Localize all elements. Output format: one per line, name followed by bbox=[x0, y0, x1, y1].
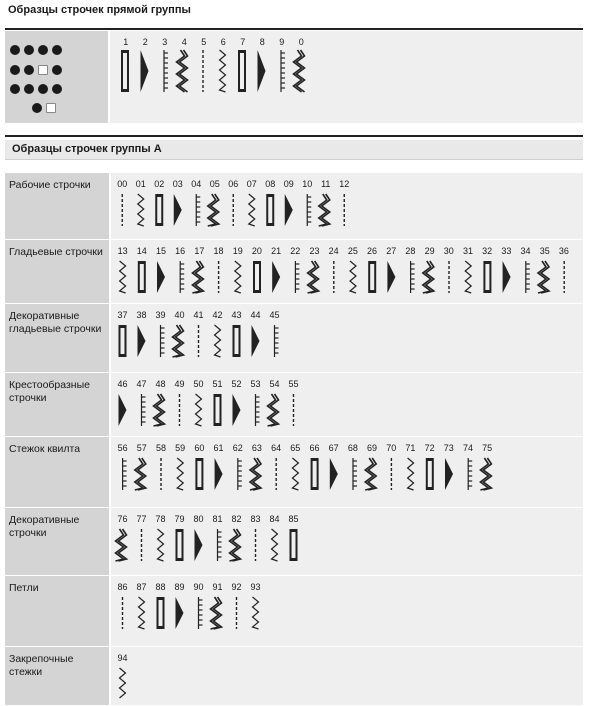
foot-icon bbox=[38, 65, 48, 75]
stitch-samples bbox=[113, 392, 303, 428]
stitch-number: 51 bbox=[212, 379, 223, 389]
stitch-samples bbox=[113, 192, 354, 228]
row-label-cell bbox=[5, 173, 109, 239]
stitch-number: 83 bbox=[250, 514, 261, 524]
stitch-sample-icon bbox=[235, 261, 241, 293]
row-label: Крестообразные строчки bbox=[9, 379, 90, 404]
row-stitches bbox=[111, 173, 583, 239]
stitch-sample-icon bbox=[180, 261, 184, 293]
stitch-number-list bbox=[113, 514, 303, 524]
stitch-number: 69 bbox=[367, 443, 378, 453]
row-label-cell bbox=[5, 373, 109, 436]
stitch-number: 10 bbox=[302, 179, 313, 189]
stitch-number-list bbox=[116, 37, 311, 47]
row-label: Стежок квилта bbox=[9, 443, 81, 455]
stitch-row bbox=[5, 173, 583, 240]
stitch-number: 93 bbox=[250, 582, 261, 592]
stitch-sample-icon bbox=[266, 194, 274, 226]
row-label-cell bbox=[5, 576, 109, 646]
foot-icon bbox=[52, 84, 62, 94]
stitch-sample-icon bbox=[157, 597, 165, 629]
stitch-sample-icon bbox=[177, 50, 188, 92]
stitch-sample-icon bbox=[252, 325, 260, 357]
stitch-sample-icon bbox=[138, 261, 146, 293]
stitch-number: 53 bbox=[250, 379, 261, 389]
stitch-number-list bbox=[113, 246, 574, 256]
stitch-sample-icon bbox=[120, 668, 126, 698]
stitch-sample-icon bbox=[480, 458, 491, 490]
stitch-sample-icon bbox=[445, 458, 453, 490]
stitch-sample-icon bbox=[268, 394, 279, 426]
stitch-sample-icon bbox=[423, 261, 434, 293]
straight-group-stitches bbox=[110, 31, 583, 123]
stitch-number: 73 bbox=[443, 443, 454, 453]
stitch-number: 46 bbox=[117, 379, 128, 389]
stitch-sample-icon bbox=[173, 325, 184, 357]
stitch-number: 4 bbox=[181, 37, 187, 47]
stitch-number: 13 bbox=[117, 246, 128, 256]
stitch-number-list bbox=[113, 310, 284, 320]
section1-rule bbox=[5, 28, 583, 30]
stitch-sample-icon bbox=[176, 597, 184, 629]
stitch-number: 37 bbox=[117, 310, 128, 320]
stitch-number: 94 bbox=[117, 653, 128, 663]
stitch-number: 20 bbox=[251, 246, 262, 256]
row-stitches bbox=[111, 508, 583, 575]
stitch-number: 26 bbox=[367, 246, 378, 256]
stitch-sample-icon bbox=[176, 529, 184, 561]
stitch-number: 09 bbox=[283, 179, 294, 189]
stitch-number: 68 bbox=[347, 443, 358, 453]
stitch-sample-icon bbox=[177, 458, 183, 490]
stitch-row bbox=[5, 647, 583, 706]
stitch-sample-icon bbox=[220, 50, 226, 92]
stitch-sample-icon bbox=[238, 458, 242, 490]
row-label-cell bbox=[5, 647, 109, 705]
stitch-number: 47 bbox=[136, 379, 147, 389]
stitch-sample-icon bbox=[503, 261, 511, 293]
stitch-sample-icon bbox=[196, 394, 202, 426]
stitch-sample-icon bbox=[365, 458, 376, 490]
stitch-number: 75 bbox=[482, 443, 493, 453]
row-stitches bbox=[111, 240, 583, 303]
row-label: Декоративные гладьевые строчки bbox=[9, 310, 102, 335]
stitch-number: 71 bbox=[405, 443, 416, 453]
foot-icon bbox=[10, 84, 20, 94]
stitch-samples bbox=[113, 666, 132, 700]
stitch-number: 23 bbox=[309, 246, 320, 256]
row-label-cell bbox=[5, 304, 109, 372]
stitch-number: 91 bbox=[212, 582, 223, 592]
stitch-sample-icon bbox=[233, 325, 241, 357]
stitch-number: 17 bbox=[194, 246, 205, 256]
stitch-sample-icon bbox=[526, 261, 530, 293]
foot-icon bbox=[10, 45, 20, 55]
stitch-number-list bbox=[113, 443, 497, 453]
stitch-number: 1 bbox=[123, 37, 129, 47]
stitch-samples bbox=[113, 595, 265, 631]
stitch-sample-icon bbox=[411, 261, 415, 293]
stitch-number: 34 bbox=[520, 246, 531, 256]
stitch-number: 12 bbox=[339, 179, 350, 189]
stitch-sample-icon bbox=[161, 325, 165, 357]
foot-icon bbox=[10, 65, 20, 75]
row-label: Рабочие строчки bbox=[9, 179, 91, 191]
section2-rule bbox=[5, 135, 583, 137]
stitch-number: 49 bbox=[174, 379, 185, 389]
stitch-sample-icon bbox=[119, 394, 127, 426]
stitch-row bbox=[5, 373, 583, 437]
stitch-sample-icon bbox=[116, 529, 127, 561]
stitch-sample-icon bbox=[272, 529, 278, 561]
stitch-number: 84 bbox=[269, 514, 280, 524]
stitch-sample-icon bbox=[238, 50, 246, 92]
stitch-number: 57 bbox=[136, 443, 147, 453]
stitch-number: 82 bbox=[231, 514, 242, 524]
foot-icon bbox=[24, 84, 34, 94]
stitch-sample-icon bbox=[195, 529, 203, 561]
stitch-number: 0 bbox=[298, 37, 304, 47]
stitch-number: 41 bbox=[193, 310, 204, 320]
stitch-sample-icon bbox=[218, 529, 222, 561]
stitch-sample-icon bbox=[214, 394, 222, 426]
stitch-samples bbox=[113, 259, 574, 295]
stitch-sample-icon bbox=[275, 325, 279, 357]
stitch-sample-icon bbox=[249, 194, 255, 226]
stitch-sample-icon bbox=[199, 597, 203, 629]
row-label: Закрепочные стежки bbox=[9, 653, 74, 678]
stitch-sample-icon bbox=[123, 458, 127, 490]
stitch-number: 29 bbox=[424, 246, 435, 256]
stitch-sample-icon bbox=[142, 394, 146, 426]
presser-foot-icon-legend bbox=[5, 31, 108, 123]
stitch-sample-icon bbox=[196, 194, 200, 226]
stitch-number: 44 bbox=[250, 310, 261, 320]
stitch-number: 7 bbox=[240, 37, 246, 47]
stitch-sample-icon bbox=[253, 261, 261, 293]
stitch-number: 90 bbox=[193, 582, 204, 592]
stitch-number: 01 bbox=[135, 179, 146, 189]
stitch-number: 02 bbox=[154, 179, 165, 189]
stitch-sample-icon bbox=[368, 261, 376, 293]
stitch-row bbox=[5, 508, 583, 576]
stitch-number: 74 bbox=[462, 443, 473, 453]
stitch-sample-icon bbox=[285, 194, 293, 226]
stitch-number: 78 bbox=[155, 514, 166, 524]
stitch-number: 60 bbox=[194, 443, 205, 453]
foot-icon bbox=[52, 45, 62, 55]
stitch-number: 36 bbox=[558, 246, 569, 256]
foot-icon bbox=[38, 84, 48, 94]
stitch-number: 85 bbox=[288, 514, 299, 524]
stitch-sample-icon bbox=[141, 50, 149, 92]
stitch-number: 27 bbox=[386, 246, 397, 256]
foot-icon bbox=[24, 45, 34, 55]
stitch-number: 55 bbox=[288, 379, 299, 389]
stitch-number: 16 bbox=[175, 246, 186, 256]
stitch-sample-icon bbox=[538, 261, 549, 293]
stitch-number: 33 bbox=[501, 246, 512, 256]
stitch-number: 40 bbox=[174, 310, 185, 320]
stitch-sample-icon bbox=[119, 325, 127, 357]
stitch-sample-icon bbox=[211, 597, 222, 629]
stitch-sample-icon bbox=[138, 194, 144, 226]
stitch-number: 38 bbox=[136, 310, 147, 320]
stitch-number: 79 bbox=[174, 514, 185, 524]
stitch-number: 25 bbox=[347, 246, 358, 256]
stitch-sample-icon bbox=[154, 394, 165, 426]
stitch-number: 6 bbox=[220, 37, 226, 47]
stitch-number-list bbox=[113, 179, 354, 189]
stitch-sample-icon bbox=[164, 50, 168, 92]
stitch-number: 11 bbox=[321, 179, 331, 189]
stitch-samples bbox=[116, 48, 311, 98]
stitch-sample-icon bbox=[387, 261, 395, 293]
stitch-number: 3 bbox=[162, 37, 168, 47]
stitch-number: 77 bbox=[136, 514, 147, 524]
stitch-sample-icon bbox=[272, 261, 280, 293]
stitch-number: 92 bbox=[231, 582, 242, 592]
stitch-number: 24 bbox=[328, 246, 339, 256]
stitch-number: 54 bbox=[269, 379, 280, 389]
section2-title: Образцы строчек группы A bbox=[12, 143, 162, 155]
stitch-number: 59 bbox=[175, 443, 186, 453]
stitch-number: 8 bbox=[259, 37, 265, 47]
stitch-sample-icon bbox=[258, 50, 266, 92]
foot-icon bbox=[32, 103, 42, 113]
stitch-sample-icon bbox=[135, 458, 146, 490]
stitch-number: 5 bbox=[201, 37, 207, 47]
stitch-number-list bbox=[113, 379, 303, 389]
stitch-number: 65 bbox=[290, 443, 301, 453]
stitch-number: 15 bbox=[155, 246, 166, 256]
stitch-number: 22 bbox=[290, 246, 301, 256]
stitch-number: 81 bbox=[212, 514, 223, 524]
stitch-samples bbox=[113, 456, 497, 492]
stitch-sample-icon bbox=[158, 529, 164, 561]
stitch-sample-icon bbox=[215, 325, 221, 357]
row-label: Петли bbox=[9, 582, 39, 594]
stitch-sample-icon bbox=[230, 529, 241, 561]
stitch-number: 04 bbox=[191, 179, 202, 189]
stitch-row bbox=[5, 304, 583, 373]
section1-title: Образцы строчек прямой группы bbox=[8, 4, 191, 16]
stitch-number: 72 bbox=[424, 443, 435, 453]
row-stitches bbox=[111, 373, 583, 436]
stitch-sample-icon bbox=[120, 261, 126, 293]
row-label: Декоративные строчки bbox=[9, 514, 80, 539]
stitch-sample-icon bbox=[353, 458, 357, 490]
stitch-number: 35 bbox=[539, 246, 550, 256]
foot-icon bbox=[46, 103, 56, 113]
stitch-sample-icon bbox=[483, 261, 491, 293]
stitch-number: 14 bbox=[136, 246, 147, 256]
stitch-sample-icon bbox=[311, 458, 319, 490]
stitch-number-list bbox=[113, 582, 265, 592]
row-label-cell bbox=[5, 508, 109, 575]
stitch-sample-icon bbox=[253, 597, 259, 629]
stitch-sample-icon bbox=[121, 50, 129, 92]
stitch-number: 58 bbox=[155, 443, 166, 453]
stitch-sample-icon bbox=[319, 194, 330, 226]
stitch-number: 43 bbox=[231, 310, 242, 320]
stitch-sample-icon bbox=[330, 458, 338, 490]
foot-icon bbox=[38, 45, 48, 55]
stitch-number: 03 bbox=[172, 179, 183, 189]
stitch-sample-icon bbox=[195, 458, 203, 490]
row-label-cell bbox=[5, 240, 109, 303]
stitch-sample-icon bbox=[292, 458, 298, 490]
stitch-number: 00 bbox=[117, 179, 128, 189]
stitch-number: 31 bbox=[462, 246, 473, 256]
stitch-number: 19 bbox=[232, 246, 243, 256]
stitch-sample-icon bbox=[468, 458, 472, 490]
stitch-number: 48 bbox=[155, 379, 166, 389]
row-stitches bbox=[111, 576, 583, 646]
stitch-row bbox=[5, 437, 583, 508]
stitch-sample-icon bbox=[139, 597, 145, 629]
stitch-sample-icon bbox=[174, 194, 182, 226]
stitch-sample-icon bbox=[307, 194, 311, 226]
stitch-number: 56 bbox=[117, 443, 128, 453]
stitch-number: 28 bbox=[405, 246, 416, 256]
row-label: Гладьевые строчки bbox=[9, 246, 103, 258]
stitch-sample-icon bbox=[138, 325, 146, 357]
stitch-number: 66 bbox=[309, 443, 320, 453]
stitch-number: 30 bbox=[443, 246, 454, 256]
stitch-number: 80 bbox=[193, 514, 204, 524]
stitch-sample-icon bbox=[281, 50, 285, 92]
stitch-number: 50 bbox=[193, 379, 204, 389]
stitch-number: 88 bbox=[155, 582, 166, 592]
stitch-number: 39 bbox=[155, 310, 166, 320]
stitch-sample-icon bbox=[308, 261, 319, 293]
row-stitches bbox=[111, 437, 583, 507]
stitch-number: 52 bbox=[231, 379, 242, 389]
stitch-number: 87 bbox=[136, 582, 147, 592]
stitch-number: 07 bbox=[246, 179, 257, 189]
stitch-sample-icon bbox=[192, 261, 203, 293]
row-stitches bbox=[111, 304, 583, 372]
stitch-number: 62 bbox=[232, 443, 243, 453]
stitch-sample-icon bbox=[294, 50, 305, 92]
stitch-sample-icon bbox=[250, 458, 261, 490]
stitch-number: 06 bbox=[228, 179, 239, 189]
stitch-number: 18 bbox=[213, 246, 224, 256]
section2-header bbox=[5, 140, 583, 160]
stitch-sample-icon bbox=[408, 458, 414, 490]
stitch-number: 61 bbox=[213, 443, 224, 453]
stitch-sample-icon bbox=[290, 529, 298, 561]
stitch-number: 70 bbox=[386, 443, 397, 453]
stitch-number: 21 bbox=[271, 246, 282, 256]
stitch-row bbox=[5, 576, 583, 647]
stitch-number: 45 bbox=[269, 310, 280, 320]
stitch-number: 67 bbox=[328, 443, 339, 453]
stitch-number: 64 bbox=[271, 443, 282, 453]
stitch-sample-icon bbox=[295, 261, 299, 293]
stitch-number: 9 bbox=[279, 37, 285, 47]
stitch-sample-icon bbox=[215, 458, 223, 490]
stitch-sample-icon bbox=[350, 261, 356, 293]
stitch-number-list bbox=[113, 653, 132, 663]
stitch-sample-icon bbox=[208, 194, 219, 226]
stitch-sample-icon bbox=[233, 394, 241, 426]
stitch-sample-icon bbox=[426, 458, 434, 490]
stitch-number: 76 bbox=[117, 514, 128, 524]
foot-icon bbox=[52, 65, 62, 75]
stitch-number: 42 bbox=[212, 310, 223, 320]
stitch-samples bbox=[113, 527, 303, 563]
stitch-samples bbox=[113, 323, 284, 359]
stitch-sample-icon bbox=[465, 261, 471, 293]
stitch-number: 08 bbox=[265, 179, 276, 189]
stitch-number: 32 bbox=[482, 246, 493, 256]
stitch-number: 86 bbox=[117, 582, 128, 592]
stitch-sample-icon bbox=[155, 194, 163, 226]
stitch-number: 2 bbox=[142, 37, 148, 47]
stitch-number: 89 bbox=[174, 582, 185, 592]
foot-icon bbox=[24, 65, 34, 75]
stitch-row bbox=[5, 240, 583, 304]
stitch-sample-icon bbox=[157, 261, 165, 293]
row-label-cell bbox=[5, 437, 109, 507]
stitch-number: 63 bbox=[251, 443, 262, 453]
row-stitches bbox=[111, 647, 583, 705]
stitch-sample-icon bbox=[256, 394, 260, 426]
stitch-number: 05 bbox=[209, 179, 220, 189]
